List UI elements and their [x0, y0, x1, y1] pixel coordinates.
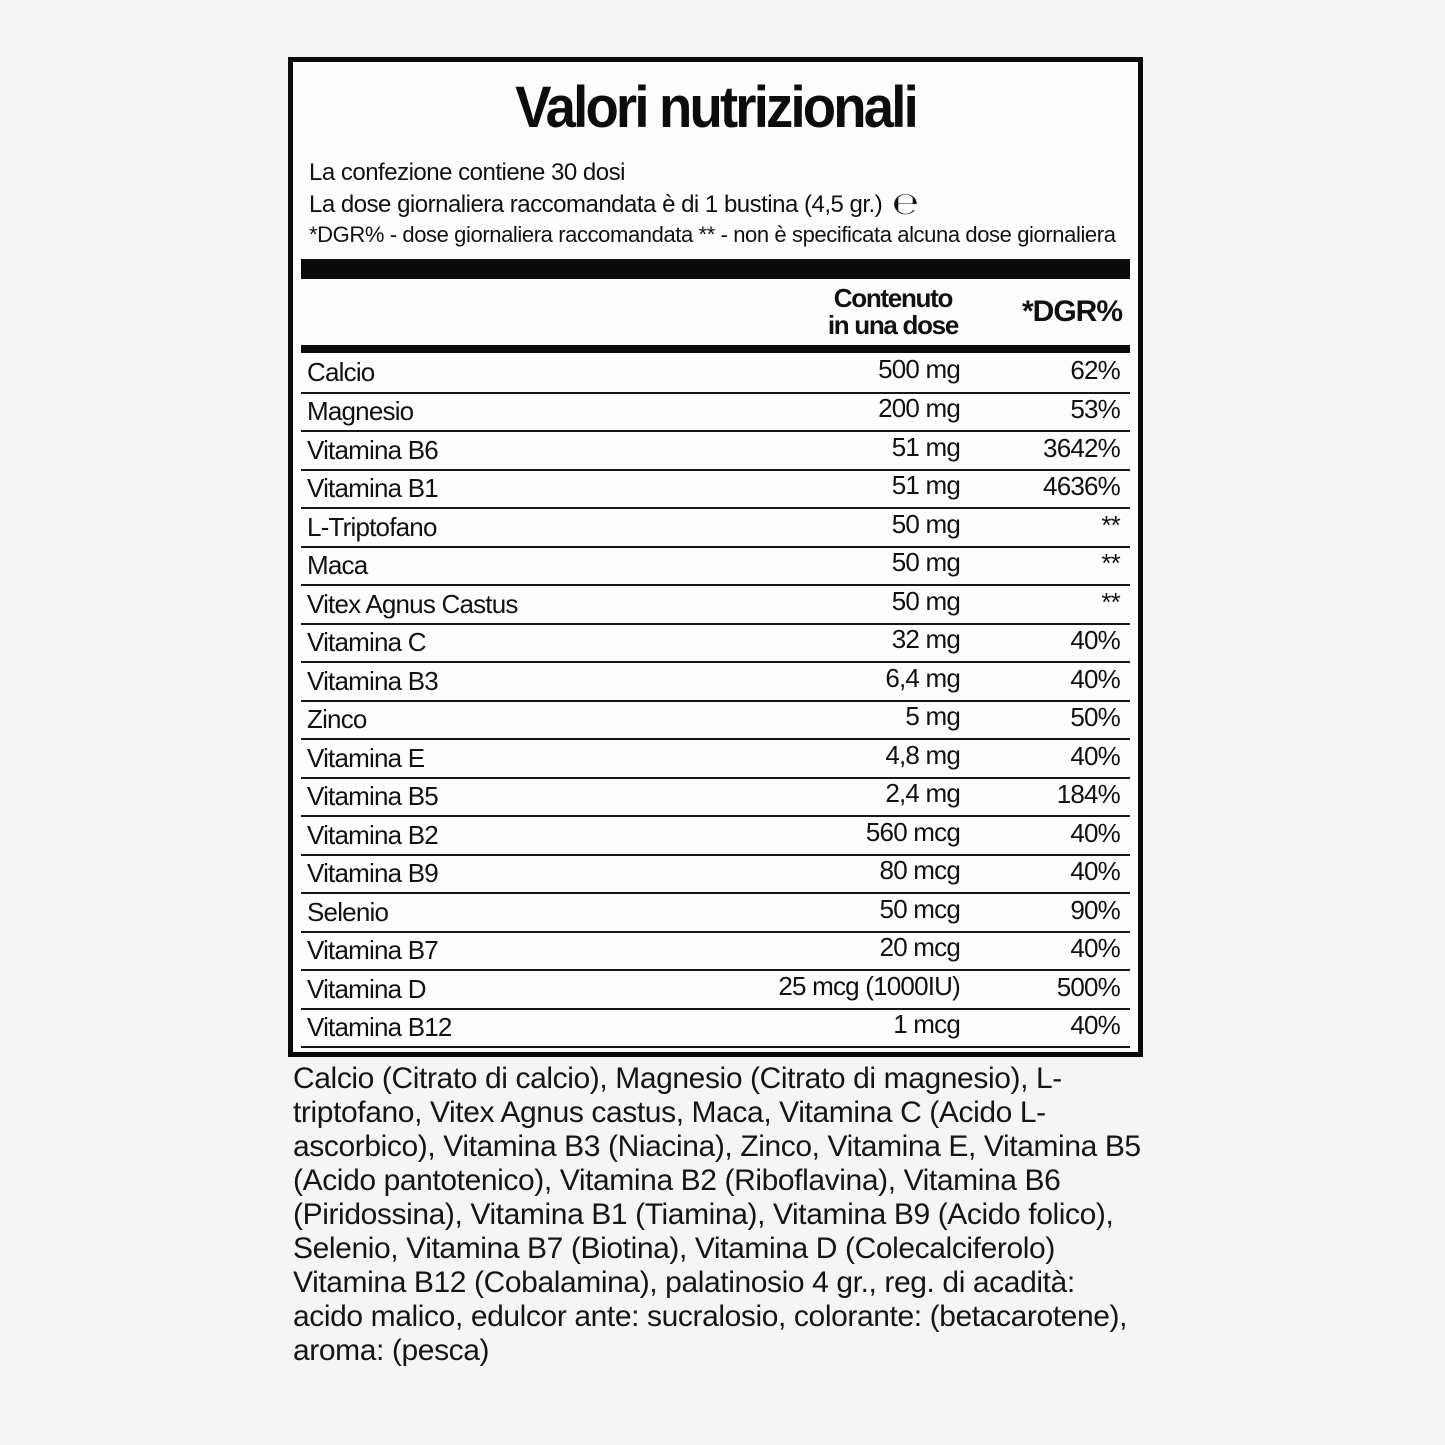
nutrient-amount: 80 mcg: [879, 855, 960, 886]
table-row: [301, 546, 1130, 585]
table-row: [301, 469, 1130, 508]
table-row: [301, 623, 1130, 662]
table-row: [301, 738, 1130, 777]
nutrient-amount: 1 mcg: [893, 1009, 960, 1040]
nutrient-name: Vitamina C: [307, 627, 426, 658]
nutrient-dgr-percent: 40%: [1070, 625, 1120, 656]
nutrient-dgr-percent: 40%: [1070, 933, 1120, 964]
nutrient-dgr-percent: 40%: [1070, 817, 1120, 848]
nutrient-amount: 50 mg: [891, 585, 960, 616]
panel-title: Valori nutrizionali: [515, 75, 916, 140]
nutrient-amount: 200 mg: [878, 393, 960, 424]
nutrient-dgr-percent: 90%: [1070, 894, 1120, 925]
intro-footnote: *DGR% - dose giornaliera raccomandata ** - non è specificata alcuna dose giornaliera: [309, 222, 1116, 247]
nutrient-name: Vitamina B3: [307, 665, 438, 696]
nutrient-dgr-percent: 53%: [1070, 394, 1120, 425]
nutrient-dgr-percent: 500%: [1056, 971, 1120, 1002]
intro-daily-dose-text: La dose giornaliera raccomandata è di 1 bustina (4,5 gr.): [309, 191, 883, 218]
nutrient-name: Vitamina B2: [307, 819, 438, 850]
table-row: [301, 815, 1130, 854]
nutrient-dgr-percent: 40%: [1070, 856, 1120, 887]
table-row: [301, 584, 1130, 623]
nutrient-name: Vitamina B5: [307, 781, 438, 812]
nutrient-name: Selenio: [307, 896, 389, 927]
intro-doses-line: La confezione contiene 30 dosi: [309, 159, 625, 186]
table-row: [301, 931, 1130, 970]
intro-daily-dose-line: [309, 188, 1138, 221]
nutrient-dgr-percent: 4636%: [1043, 471, 1120, 502]
table-row: [301, 353, 1130, 392]
nutrient-amount: 4,8 mg: [885, 739, 960, 770]
table-row: [301, 969, 1130, 1008]
table-row: [301, 507, 1130, 546]
nutrient-amount: 20 mcg: [879, 932, 960, 963]
nutrient-dgr-percent: 50%: [1070, 702, 1120, 733]
nutrition-rows: [301, 353, 1130, 1048]
amount-column-header: [710, 285, 960, 339]
nutrient-amount: 560 mcg: [865, 816, 960, 847]
nutrient-dgr-percent: 40%: [1070, 663, 1120, 694]
dgr-column-header: *DGR%: [1021, 295, 1122, 328]
nutrient-dgr-percent: 3642%: [1043, 432, 1120, 463]
nutrient-name: Vitamina B7: [307, 935, 438, 966]
ingredients-paragraph: Calcio (Citrato di calcio), Magnesio (Citrato di magnesio), L-triptofano, Vitex Agnus castus, Maca, Vitamina C (Acido L-ascorbico), Vitamina B3 (Niacina), Zinco, Vitamina E, Vitamina B5 (Acido pantotenico), Vitamina B2 (Riboflavina), Vitamina B6 (Piridossina), Vitamina B1 (Tiamina), Vitamina B9 (Acido folico), Selenio, Vitamina B7 (Biotina), Vitamina D (Colecalciferolo) Vitamina B12 (Cobalamina), palatinosio 4 gr., reg. di acadità: acido malico, edulcor ante: sucralosio, colorante: (betacarotene), aroma: (pesca): [293, 1062, 1141, 1367]
nutrient-amount: 50 mcg: [879, 893, 960, 924]
nutrient-amount: 6,4 mg: [885, 662, 960, 693]
nutrient-name: Vitamina E: [307, 742, 425, 773]
table-top-bar: [301, 345, 1130, 353]
nutrient-amount: 50 mg: [891, 508, 960, 539]
intro-block: [309, 158, 1138, 249]
nutrient-name: Vitamina D: [307, 973, 426, 1004]
nutrient-amount: 25 mcg (1000IU): [778, 970, 960, 1001]
table-row: [301, 1008, 1130, 1047]
nutrient-name: Vitamina B12: [307, 1012, 452, 1043]
nutrient-dgr-percent: 62%: [1070, 354, 1120, 385]
table-row: [301, 777, 1130, 816]
nutrient-dgr-percent: **: [1101, 586, 1120, 617]
amount-header-line1: Contenuto: [833, 283, 953, 313]
estimated-symbol: ℮: [892, 186, 919, 222]
nutrient-name: Zinco: [307, 704, 367, 735]
nutrient-name: Calcio: [307, 356, 375, 387]
table-header-row: [301, 279, 1130, 345]
nutrient-amount: 2,4 mg: [885, 778, 960, 809]
nutrient-name: Magnesio: [307, 396, 414, 427]
header-divider-bar: [301, 259, 1130, 279]
nutrition-panel: [288, 57, 1143, 1057]
nutrient-dgr-percent: **: [1101, 509, 1120, 540]
amount-column-header-text: [828, 285, 958, 339]
nutrient-name: Vitex Agnus Castus: [307, 588, 518, 619]
table-row: [301, 430, 1130, 469]
nutrient-dgr-percent: 184%: [1056, 779, 1120, 810]
nutrient-name: Maca: [307, 550, 368, 581]
amount-header-line2: in una dose: [827, 310, 958, 340]
nutrient-amount: 500 mg: [878, 353, 960, 384]
nutrient-amount: 32 mg: [891, 624, 960, 655]
nutrient-dgr-percent: 40%: [1070, 1010, 1120, 1041]
nutrient-amount: 51 mg: [891, 470, 960, 501]
table-row: [301, 700, 1130, 739]
nutrient-amount: 50 mg: [891, 547, 960, 578]
table-row: [301, 392, 1130, 431]
nutrient-name: Vitamina B9: [307, 858, 438, 889]
table-row: [301, 661, 1130, 700]
table-row: [301, 854, 1130, 893]
nutrient-amount: 51 mg: [891, 431, 960, 462]
nutrient-name: Vitamina B1: [307, 473, 438, 504]
nutrient-name: Vitamina B6: [307, 434, 438, 465]
nutrient-dgr-percent: 40%: [1070, 740, 1120, 771]
table-row: [301, 892, 1130, 931]
nutrient-amount: 5 mg: [905, 701, 960, 732]
nutrient-dgr-percent: **: [1101, 548, 1120, 579]
nutrient-name: L-Triptofano: [307, 511, 437, 542]
